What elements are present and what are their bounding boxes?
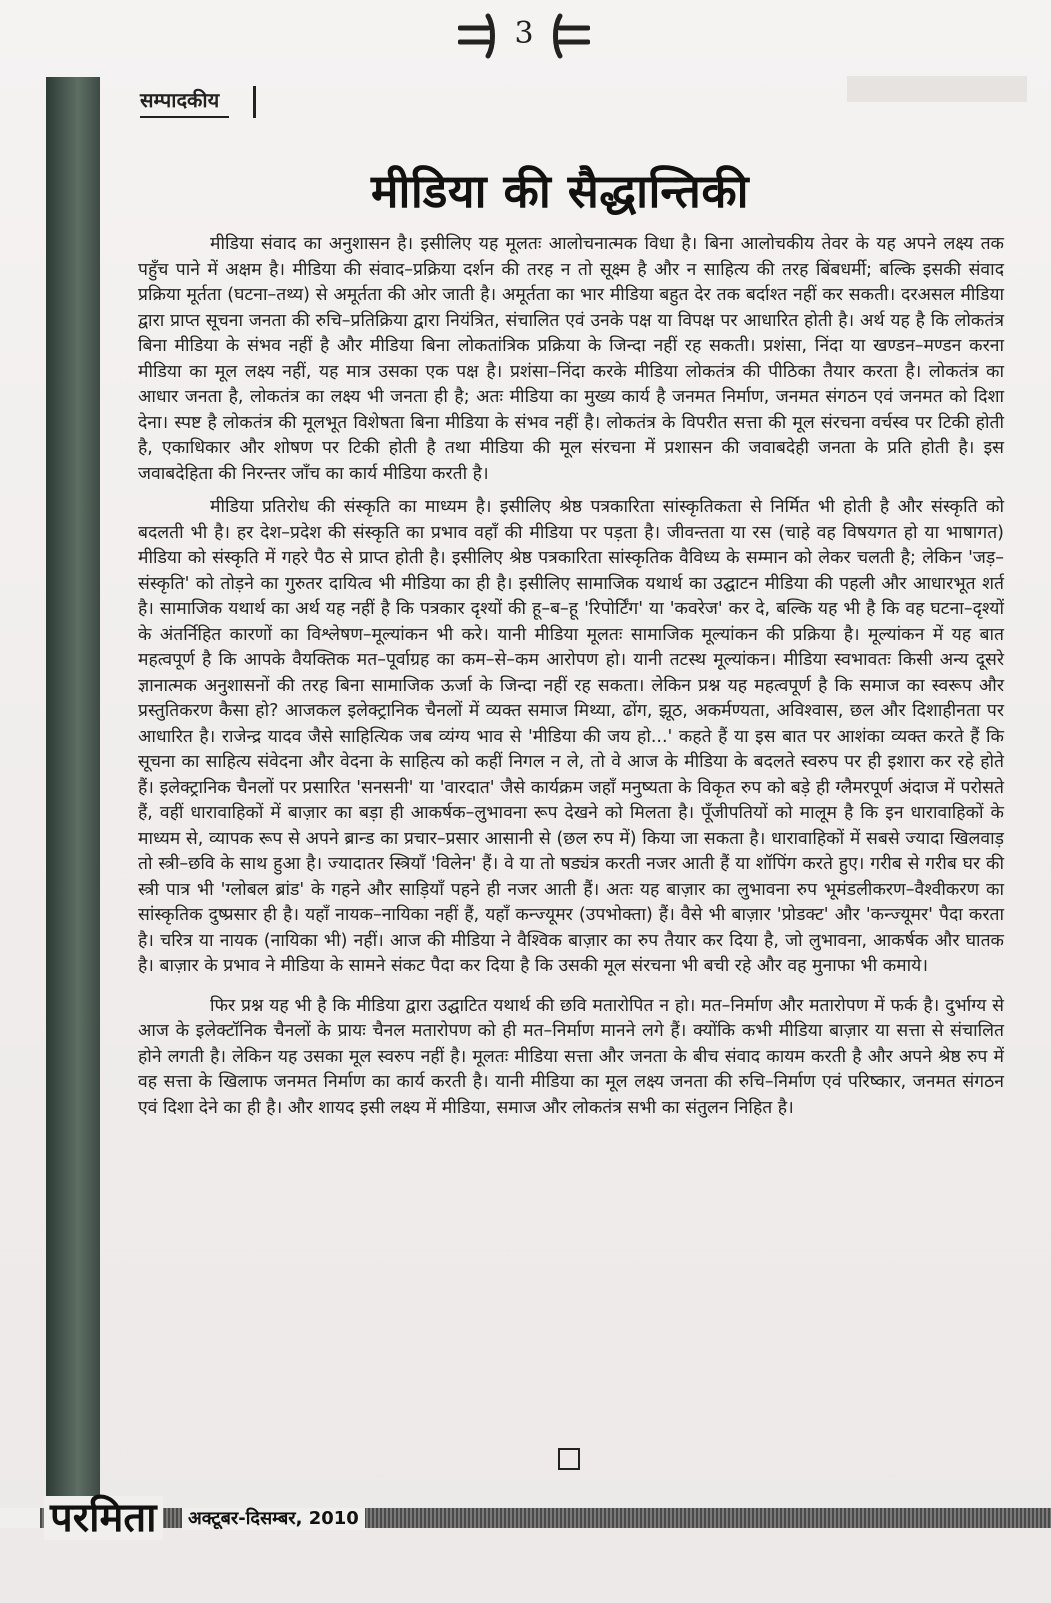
left-bracket-ornament-icon — [458, 12, 502, 60]
article-title: मीडिया की सैद्धान्तिकी — [370, 163, 750, 218]
end-of-article-mark — [558, 1448, 580, 1470]
section-label-divider — [253, 86, 256, 118]
right-bracket-ornament-icon — [546, 12, 590, 60]
issue-date: अक्टूबर-दिसम्बर, 2010 — [182, 1508, 365, 1530]
article-paragraph: मीडिया प्रतिरोध की संस्कृति का माध्यम है। इसीलिए श्रेष्ठ पत्रकारिता सांस्कृतिकता से निर्मित भी होती है और संस्कृति को बदलती भी है। हर देश–प्रदेश की संस्कृति का प्रभाव वहाँ की मीडिया पर पड़ता है। जीवन्तता या रस (चाहे वह विषयगत हो या भाषागत) मीडिया को संस्कृति में गहरे पैठ से प्राप्त होती है। इसीलिए श्रेष्ठ पत्रकारिता सांस्कृतिक वैविध्य के सम्मान को लेकर चलती है; लेकिन 'जड़–संस्कृति' को तोड़ने का गुरुतर दायित्व भी मीडिया का ही है। इसीलिए सामाजिक यथार्थ का उद्घाटन मीडिया की पहली और आधारभूत शर्त है। सामाजिक यथार्थ का अर्थ यह नहीं है कि पत्रकार दृश्यों की हू–ब–हू 'रिपोर्टिंग' या 'कवरेज' कर दे, बल्कि यह भी है कि वह घटना–दृश्यों के अंतर्निहित कारणों का विश्लेषण–मूल्यांकन भी करे। यानी मीडिया मूलतः सामाजिक मूल्यांकन की प्रक्रिया है। मूल्यांकन में यह बात महत्वपूर्ण है कि आपके वैयक्तिक मत–पूर्वाग्रह का कम–से–कम आरोपण हो। यानी तटस्थ मूल्यांकन। मीडिया स्वभावतः किसी अन्य दूसरे ज्ञानात्मक अनुशासनों की तरह बिना सामाजिक ऊर्जा के जिन्दा नहीं रह सकता। लेकिन प्रश्न यह महत्वपूर्ण है कि समाज का स्वरूप और प्रस्तुतिकरण कैसा हो? आजकल इलेक्ट्रानिक चैनलों में व्यक्त समाज मिथ्या, ढोंग, झूठ, अकर्मण्यता, अविश्वास, छल और दिशाहीनता पर आधारित है। राजेन्द्र यादव जैसे साहित्यिक जब व्यंग्य भाव से 'मीडिया की जय हो...' कहते हैं या इस बात पर आशंका व्यक्त करते हैं कि सूचना का साहित्य संवेदना और वेदना के साहित्य को कहीं निगल न ले, तो वे आज के मीडिया के बदलते स्वरुप पर ही इशारा कर रहे होते हैं। इलेक्ट्रानिक चैनलों पर प्रसारित 'सनसनी' या 'वारदात' जैसे कार्यक्रम जहाँ मनुष्यता के विकृत रुप को बड़े ही ग्लैमरपूर्ण अंदाज में परोसते हैं, वहीं धारावाहिकों में बाज़ार का बड़ा ही आकर्षक–लुभावना रूप देखने को मिलता है। पूँजीपतियों को मालूम है कि इन धारावाहिकों के माध्यम से, व्यापक रूप से अपने ब्रान्ड का प्रचार–प्रसार आसानी से (छल रुप में) किया जा सकता है। धारावाहिकों में सबसे ज्यादा खिलवाड़ तो स्त्री–छवि के साथ हुआ है। ज्यादातर स्त्रियाँ 'विलेन' हैं। वे या तो षड्यंत्र करती नजर आती हैं या शॉपिंग करते हुए। गरीब से गरीब घर की स्त्री पात्र भी 'ग्लोबल ब्रांड' के गहने और साड़ियाँ पहने ही नजर आती हैं। अतः यह बाज़ार का लुभावना रुप भूमंडलीकरण–वैश्वीकरण का सांस्कृतिक दुष्प्रसार ही है। यहाँ नायक–नायिका नहीं हैं, यहाँ कन्ज्यूमर (उपभोक्ता) हैं। वैसे भी बाज़ार 'प्रोडक्ट' और 'कन्ज्यूमर' पैदा करता है। चरित्र या नायक (नायिका भी) नहीं। आज की मीडिया ने वैश्विक बाज़ार का रुप तैयार कर दिया है, जो लुभावना, आकर्षक और घातक है। बाज़ार के प्रभाव ने मीडिया के सामने संकट पैदा कर दिया है कि उसकी मूल संरचना भी बची रहे और वह मुनाफा भी कमाये। — [138, 497, 1004, 976]
magazine-name: परमिता — [44, 1496, 163, 1540]
article-body — [138, 232, 1004, 1129]
page-number: 3 — [514, 16, 534, 51]
footer-band-gap — [0, 1508, 40, 1528]
article-paragraph: मीडिया संवाद का अनुशासन है। इसीलिए यह मूलतः आलोचनात्मक विधा है। बिना आलोचकीय तेवर के यह अपने लक्ष्य तक पहुँच पाने में अक्षम है। मीडिया की संवाद–प्रक्रिया दर्शन की तरह न तो सूक्ष्म है और न साहित्य की तरह बिंबधर्मी; बल्कि इसकी संवाद प्रक्रिया मूर्तता (घटना–तथ्य) से अमूर्तता की ओर जाती है। अमूर्तता का भार मीडिया बहुत देर तक बर्दाश्त नहीं कर सकती। दरअसल मीडिया द्वारा प्राप्त सूचना जनता की रुचि–प्रतिक्रिया द्वारा नियंत्रित, संचालित एवं उनके पक्ष या विपक्ष पर आधारित होती है। अर्थ यह है कि लोकतंत्र बिना मीडिया के संभव नहीं है और मीडिया बिना लोकतांत्रिक प्रक्रिया के जिन्दा नहीं रह सकती। प्रशंसा, निंदा या खण्डन–मण्डन करना मीडिया का मूल लक्ष्य नहीं, यह मात्र उसका एक पक्ष है। प्रशंसा–निंदा करके मीडिया लोकतंत्र की पीठिका तैयार करता है। लोकतंत्र का आधार जनता है, लोकतंत्र का लक्ष्य भी जनता ही है; अतः मीडिया का मुख्य कार्य है जनमत निर्माण, जनमत संगठन एवं जनमत को दिशा देना। स्पष्ट है लोकतंत्र की मूलभूत विशेषता बिना मीडिया के संभव नहीं है। लोकतंत्र के विपरीत सत्ता की मूल संरचना वर्चस्व पर टिकी होती है, एकाधिकार और शोषण पर टिकी होती है तथा मीडिया की मूल संरचना में प्रशासन की जवाबदेही जनता के प्रति होती है। इस जवाबदेहिता की निरन्तर जाँच का कार्य मीडिया करती है। — [138, 234, 1004, 484]
bleed-through-block — [847, 76, 1027, 102]
left-decorative-bar — [46, 77, 100, 1525]
section-label: सम्पादकीय — [140, 86, 229, 118]
page-number-ornament — [458, 6, 588, 62]
article-paragraph: फिर प्रश्न यह भी है कि मीडिया द्वारा उद्घाटित यथार्थ की छवि मतारोपित न हो। मत–निर्माण और मतारोपण में फर्क है। दुर्भाग्य से आज के इलेक्टॉनिक चैनलों के प्रायः चैनल मतारोपण को ही मत–निर्माण मानने लगे हैं। क्योंकि कभी मीडिया बाज़ार या सत्ता से संचालित होने लगती है। लेकिन यह उसका मूल स्वरुप नहीं है। मूलतः मीडिया सत्ता और जनता के बीच संवाद कायम करती है और अपने श्रेष्ठ रुप में वह सत्ता के खिलाफ जनमत निर्माण का कार्य करती है। यानी मीडिया का मूल लक्ष्य जनता की रुचि–निर्माण एवं परिष्कार, जनमत संगठन एवं दिशा देने का ही है। और शायद इसी लक्ष्य में मीडिया, समाज और लोकतंत्र सभी का संतुलन निहित है। — [138, 995, 1004, 1118]
